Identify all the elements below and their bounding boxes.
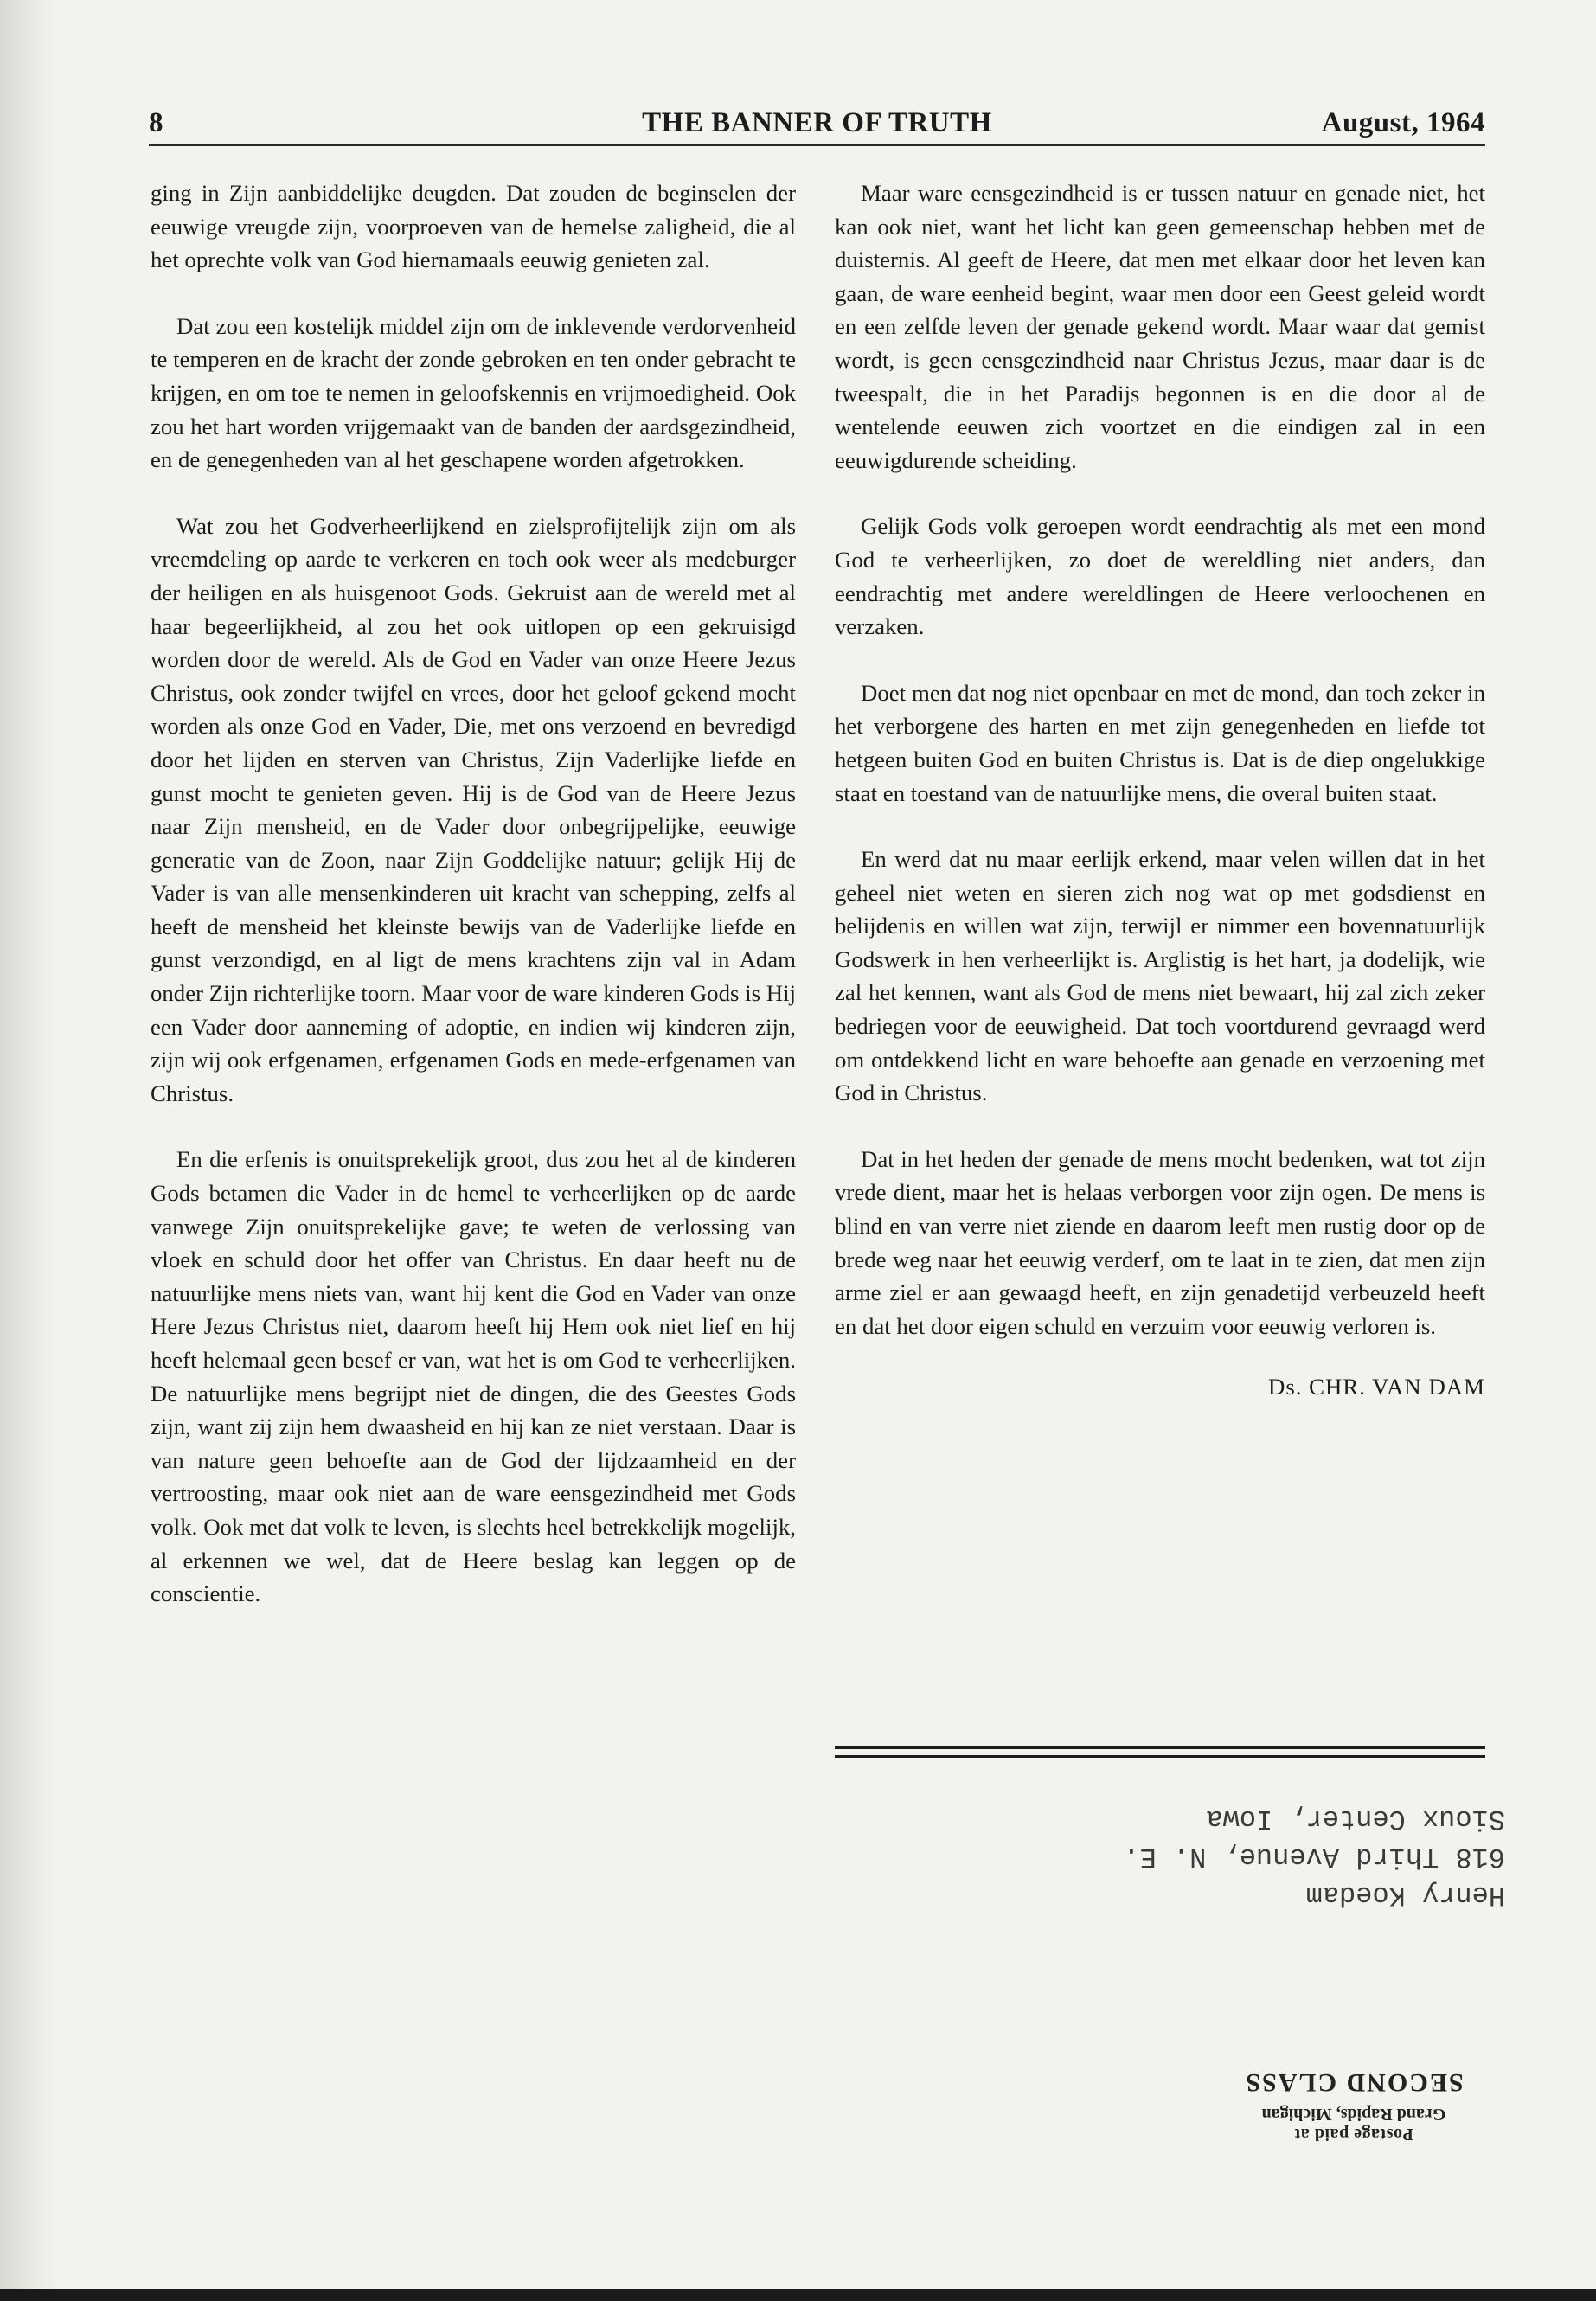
page-header: [149, 107, 1485, 149]
mailing-address-label: [969, 1799, 1505, 1913]
paragraph: Wat zou het Godverheerlijkend en zielsprofijtelijk zijn om als vreemdeling op aarde te verkeren en toch ook weer als medeburger der heiligen en als huisgenoot Gods. Gekruist aan de wereld met al haar begeerlijkheid, al zou het ook uitlopen op een gekruisigd worden door de wereld. Als de God en Vader van onze Heere Jezus Christus, ook zonder twijfel en vrees, door het geloof gekend mocht worden als onze God en Vader, Die, met ons verzoend en bevredigd door het lijden en sterven van Christus, Zijn Vaderlijke liefde en gunst mocht te genieten geven. Hij is de God van de Heere Jezus naar Zijn mensheid, en de Vader door onbegrijpelijke, eeuwige generatie van de Zoon, naar Zijn Goddelijke natuur; gelijk Hij de Vader is van alle mensenkinderen uit kracht van schepping, zelfs al heeft de mensheid het kleinste bewijs van de Vaderlijke liefde en gunst verzondigd, en al ligt de mens krachtens zijn val in Adam onder Zijn richterlijke toorn. Maar voor de ware kinderen Gods is Hij een Vader door aanneming of adoptie, en indien wij kinderen zijn, zijn wij ook erfgenamen, erfgenamen Gods en mede-erfgenamen van Christus.: [151, 512, 796, 1106]
author-signature: Ds. CHR. VAN DAM: [1267, 1374, 1485, 1400]
paragraph: Dat zou een kostelijk middel zijn om de inklevende verdorvenheid te temperen en de kracht der zonde gebroken en ten onder gebracht te krijgen, en om toe te nemen in geloofskennis en vrijmoedigheid. Ook zou het hart worden vrijgemaakt van de banden der aardsgezindheid, en de genegenheden van al het geschapene worden afgetrokken.: [151, 312, 796, 473]
scan-edge-shadow: [0, 0, 61, 2301]
header-rule: [149, 144, 1485, 146]
paragraph: ging in Zijn aanbiddelijke deugden. Dat zouden de beginselen der eeuwige vreugde zijn, voorproeven van de hemelse zaligheid, die al het oprechte volk van God hiernamaals eeuwig genieten zal.: [151, 180, 796, 273]
postal-indicia: [1207, 2067, 1501, 2144]
paragraph: En die erfenis is onuitsprekelijk groot, dus zou het al de kinderen Gods betamen die Vader in de hemel te verheerlijken op de aarde vanwege Zijn onuitsprekelijke gave; te weten de verlossing van vloek en schuld door het offer van Christus. En daar heeft nu de natuurlijke mens niets van, want hij kent die God en Vader van onze Here Jezus Christus niet, daarom heeft hij Hem ook niet lief en hij heeft helemaal geen besef er van, wat het is om God te verheerlijken. De natuurlijke mens begrijpt niet de dingen, die des Geestes Gods zijn, want zij zijn hem dwaasheid en hij kan ze niet verstaan. Daar is van nature geen behoefte aan de God der lijdzaamheid en der vertroosting, maar ook niet aan de ware eensgezindheid met Gods volk. Ook met dat volk te leven, is slechts heel betrekkelijk mogelijk, al erkennen we wel, dat de Heere beslag kan leggen op de conscientie.: [151, 1146, 796, 1607]
postage-note: Postage paid at: [1294, 2125, 1413, 2144]
address-city: Sioux Center, Iowa: [1206, 1803, 1505, 1835]
page-number: 8: [149, 107, 163, 138]
paragraph: En werd dat nu maar eerlijk erkend, maar velen willen dat in het geheel niet weten en sieren zich nog wat op met godsdienst en belijdenis en willen wat zijn, terwijl er nimmer een bovennatuurlijk Godswerk in hen verheerlijkt is. Arglistig is het hart, ja dodelijk, wie zal het kennen, want als God de mens niet bewaart, hij zal zich zeker bedriegen voor de eeuwigheid. Dat toch voortdurend gevraagd werd om ontdekkend licht en ware behoefte aan genade en verzoening met God in Christus.: [835, 846, 1485, 1106]
section-divider: [835, 1746, 1485, 1758]
right-column: [835, 176, 1485, 1404]
paragraph: Dat in het heden der genade de mens mocht bedenken, wat tot zijn vrede dient, maar het is helaas verborgen voor zijn ogen. De mens is blind en van verre niet ziende en daarom leeft men rustig door op de brede weg naar het eeuwig verderf, om te laat in te zien, dat men zijn arme ziel er aan gewaagd heeft, en zijn genadetijd verbeuzeld heeft en dat het door eigen schuld en verzuim voor eeuwig verloren is.: [835, 1145, 1485, 1339]
address-name: Henry Koedam: [1305, 1879, 1505, 1911]
publication-title: THE BANNER OF TRUTH: [642, 107, 992, 138]
issue-date: August, 1964: [1321, 107, 1485, 138]
postage-city: Grand Rapids, Michigan: [1261, 2105, 1446, 2124]
paragraph: Maar ware eensgezindheid is er tussen natuur en genade niet, het kan ook niet, want het licht kan geen gemeenschap hebben met de duisternis. Al geeft de Heere, dat men met elkaar door het leven kan gaan, de ware eenheid begint, waar men door een Geest geleid wordt en een zelfde leven der genade gekend wordt. Maar waar dat gemist wordt, is geen eensgezindheid naar Christus Jezus, maar daar is de tweespalt, die in het Paradijs begonnen is en die door al de wentelende eeuwen zich voortzet en die eindigen zal in een eeuwigdurende scheiding.: [835, 180, 1485, 473]
address-street: 618 Third Avenue, N. E.: [1123, 1841, 1505, 1873]
paragraph: Gelijk Gods volk geroepen wordt eendrachtig als met een mond God te verheerlijken, zo doet de wereldling niet anders, dan eendrachtig met andere wereldlingen de Heere verloochenen en verzaken.: [835, 513, 1485, 640]
paragraph: Doet men dat nog niet openbaar en met de mond, dan toch zeker in het verborgene des harten en met zijn genegenheden en liefde tot hetgeen buiten God en buiten Christus is. Dat is de diep ongelukkige staat en toestand van de natuurlijke mens, die overal buiten staat.: [835, 679, 1485, 806]
mail-class: SECOND CLASS: [1244, 2068, 1464, 2097]
scan-bottom-edge: [0, 2289, 1596, 2301]
left-column: [151, 176, 796, 1644]
